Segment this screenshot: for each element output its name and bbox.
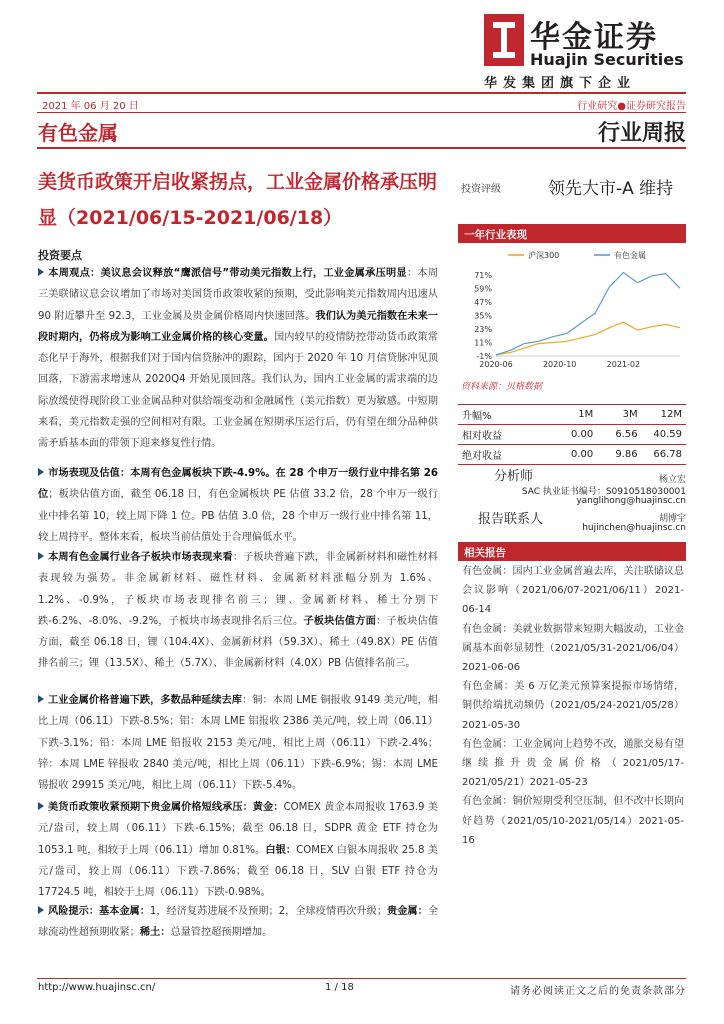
title-rule — [37, 147, 686, 149]
y-tick-label: 47% — [474, 297, 492, 307]
logo-mark-icon — [484, 14, 524, 66]
report-title: 美货币政策开启收紧拐点，工业金属价格承压明显（2021/06/15-2021/06/18） — [38, 171, 438, 229]
table-cell: 0.00 — [553, 425, 597, 445]
x-tick-label: 2021-02 — [606, 360, 641, 369]
table-cell: 9.86 — [597, 445, 641, 465]
performance-table — [458, 404, 686, 465]
y-tick-label: 35% — [474, 311, 492, 321]
brand-name-en: Huajin Securities — [530, 50, 684, 69]
related-report-link[interactable]: 有色金属：国内工业金属普遍去库，关注联储议息会议影响（2021/06/07-2021/06/11）2021-06-14 — [462, 566, 684, 616]
contact-name: 胡博宇 — [658, 514, 686, 524]
bullet-icon — [38, 695, 44, 703]
table-header-cell: 1M — [553, 405, 597, 425]
analyst-email: yanglihong@huajinsc.cn — [576, 496, 686, 506]
key-point-4: 工业金属价格普遍下跌，多数品种延续去库：铜：本周 LME 铜报收 9149 美元/吨，相比上周（06.11）下跌-8.5%；铝：本周 LME 铝报收 2386 美元/吨，较上周（06.11）下跌-3.1%；铅：本周 LME 铅报收 2153 美元/吨，相比上周（06.11）下跌-2.4%；锌：本周 LME 锌报收 2840 美元/吨，相比上周（06.11）下跌-6.9%；锡：本周 LME 锡报收 29915 美元/吨，相比上周（06.11）下跌-5.4%。 — [38, 695, 438, 792]
footer-disclaimer: 请务必阅读正文之后的免责条款部分 — [510, 986, 686, 997]
table-row — [458, 425, 686, 445]
table-cell: 6.56 — [597, 425, 641, 445]
table-cell: 40.59 — [642, 425, 686, 445]
footer-rule — [37, 978, 686, 979]
y-tick-label: -1% — [476, 352, 492, 361]
brand-slogan: 华发集团旗下企业 — [484, 76, 637, 91]
related-report-link[interactable]: 有色金属：铜价短期受利空压制，但不改中长期向好趋势（2021/05/10-2021/05/14）2021-05-16 — [462, 796, 684, 846]
contact-email: hujinchen@huajinsc.cn — [582, 523, 686, 533]
x-tick-label: 2020-06 — [479, 360, 513, 369]
legend-label: 沪深300 — [528, 251, 560, 260]
key-point-5: 美货币政策收紧预期下贵金属价格短线承压：黄金：COMEX 黄金本周报收 1763.9 美元/盎司，较上周（06.11）下跌-6.15%；截至 06.18 日，SDPR 黄金 ETF 持仓为 1053.1 吨，相较于上周（06.11）增加 0.81%。白银：COMEX 白银本周报收 25.8 美元/盎司，较上周（06.11）下跌-7.86%；截至 06.18 日，SLV 白银 ETF 持仓为 17724.5 吨，相较于上周（06.11）下跌-0.98%。 — [38, 802, 438, 899]
x-tick-label: 2020-10 — [542, 360, 577, 369]
related-reports-list — [462, 562, 684, 850]
series-line — [496, 322, 680, 355]
brand-name-cn: 华金证券 — [530, 20, 658, 55]
page-number: 1 / 18 — [325, 982, 354, 993]
sector-title: 有色金属 — [38, 121, 118, 145]
table-cell: 相对收益 — [458, 425, 553, 445]
footer-url[interactable]: http://www.huajinsc.cn/ — [38, 982, 156, 993]
table-header-cell: 升幅% — [458, 405, 553, 425]
performance-chart — [458, 246, 686, 370]
y-tick-label: 23% — [474, 324, 492, 334]
company-logo — [484, 12, 684, 72]
report-date: 2021 年 06 月 20 日 — [42, 101, 139, 112]
report-kind: 行业周报 — [597, 121, 686, 146]
table-cell: 0.00 — [553, 445, 597, 465]
y-tick-label: 59% — [474, 284, 492, 294]
analyst-name: 杨立宏 — [658, 475, 686, 485]
analyst-sac-number: SAC 执业证书编号：S0910518030001 — [521, 487, 686, 497]
related-report-link[interactable]: 有色金属：工业金属向上趋势不改，通胀交易有望继续推升贵金属价格（2021/05/17-2021/05/21）2021-05-23 — [462, 738, 684, 789]
analyst-role: 分析师 — [494, 469, 534, 484]
bullet-icon — [38, 268, 44, 276]
bullet-icon — [38, 552, 44, 560]
table-cell: 绝对收益 — [458, 445, 553, 465]
table-header-cell: 12M — [642, 405, 686, 425]
header-subrule — [37, 112, 686, 113]
key-points-heading: 投资要点 — [38, 249, 82, 262]
bullet-icon — [38, 468, 44, 476]
related-report-link[interactable]: 有色金属：美就业数据带来短期大幅波动，工业金属基本面彰显韧性（2021/05/31-2021/06/04）2021-06-06 — [462, 623, 684, 674]
key-point-6: 风险提示：基本金属：1，经济复苏进展不及预期；2，全球疫情再次升级；贵金属：全球流动性超预期收紧；稀土：总量管控超预期增加。 — [38, 906, 438, 939]
chart-source: 资料来源：贝格数据 — [461, 382, 543, 392]
rating-value: 领先大市-A 维持 — [548, 179, 674, 199]
bullet-icon — [38, 802, 44, 810]
related-report-link[interactable]: 有色金属：美 6 万亿美元预算案提振市场情绪，铜供给端扰动频仍（2021/05/24-2021/05/28）2021-05-30 — [462, 681, 684, 731]
table-row — [458, 445, 686, 465]
report-type: 行业研究●证券研究报告 — [577, 101, 686, 112]
table-header-row — [458, 405, 686, 425]
key-point-3: 本周有色金属行业各子板块市场表现来看：子板块普遍下跌，非金属新材料和磁性材料表现较为强势。非金属新材料、磁性材料、金属新材料涨幅分别为 1.6%、1.2%、-0.9%，子板块市场表现排名前三；锂、金属新材料、稀土分别下跌-6.2%、-8.0%、-9.2%，子板块市场表现排名后三位。子板块估值方面：子板块估值方面，截至 06.18 日，锂（104.4X）、金属新材料（59.3X）、稀土（49.8X）PE 估值排名前三；锂（13.5X）、稀土（5.7X）、非金属新材料（4.0X）PB 估值排名前三。 — [38, 552, 439, 670]
series-line — [496, 273, 680, 355]
key-point-2: 市场表现及估值：本周有色金属板块下跌-4.9%。在 28 个申万一级行业中排名第 26 位；板块估值方面，截至 06.18 日，有色金属板块 PE 估值 33.2 倍，28 个申万一级行业中排名第 10，较上周下降 1 位。PB 估值 3.0 倍，28 个申万一级行业中排名第 11，较上周持平。整体来看，板块当前估值处于合理偏低水平。 — [38, 468, 439, 543]
rating-label: 投资评级 — [461, 184, 501, 195]
table-cell: 66.78 — [642, 445, 686, 465]
header-rule — [37, 92, 686, 94]
contact-role: 报告联系人 — [478, 512, 544, 527]
table-header-cell: 3M — [597, 405, 641, 425]
legend-label: 有色金属 — [614, 251, 646, 260]
y-tick-label: 71% — [474, 270, 492, 280]
y-tick-label: 11% — [474, 338, 492, 348]
performance-header: 一年行业表现 — [458, 224, 686, 243]
key-point-1: 本周观点：美议息会议释放“鹰派信号”带动美元指数上行，工业金属承压明显：本周三美联储议息会议增加了市场对美国货币政策收紧的预期，受此影响美元指数周内迅速从 90 附近攀升至 92.3，工业金属及贵金属价格周内快速回落。我们认为美元指数在未来一段时期内，仍将成为影响工业金属价格的核心变量。国内较早的疫情防控带动货币政策常态化早于海外，根据我们对于国内信贷脉冲的跟踪，国内于 2020 年 10 月信贷脉冲见顶回落，下游需求增速从 2020Q4 开始见顶回落。我们认为，国内工业金属的需求端的边际放缓使得现阶段工业金属品种对供给端变动和金融属性（美元指数）更为敏感。中短期来看，美元指数走强的空间相对有限。工业金属在短期承压运行后，仍有望在细分品种供需矛盾基本面的带领下迎来修复性行情。 — [38, 268, 439, 450]
bullet-icon — [38, 906, 44, 914]
related-reports-header: 相关报告 — [458, 542, 686, 561]
